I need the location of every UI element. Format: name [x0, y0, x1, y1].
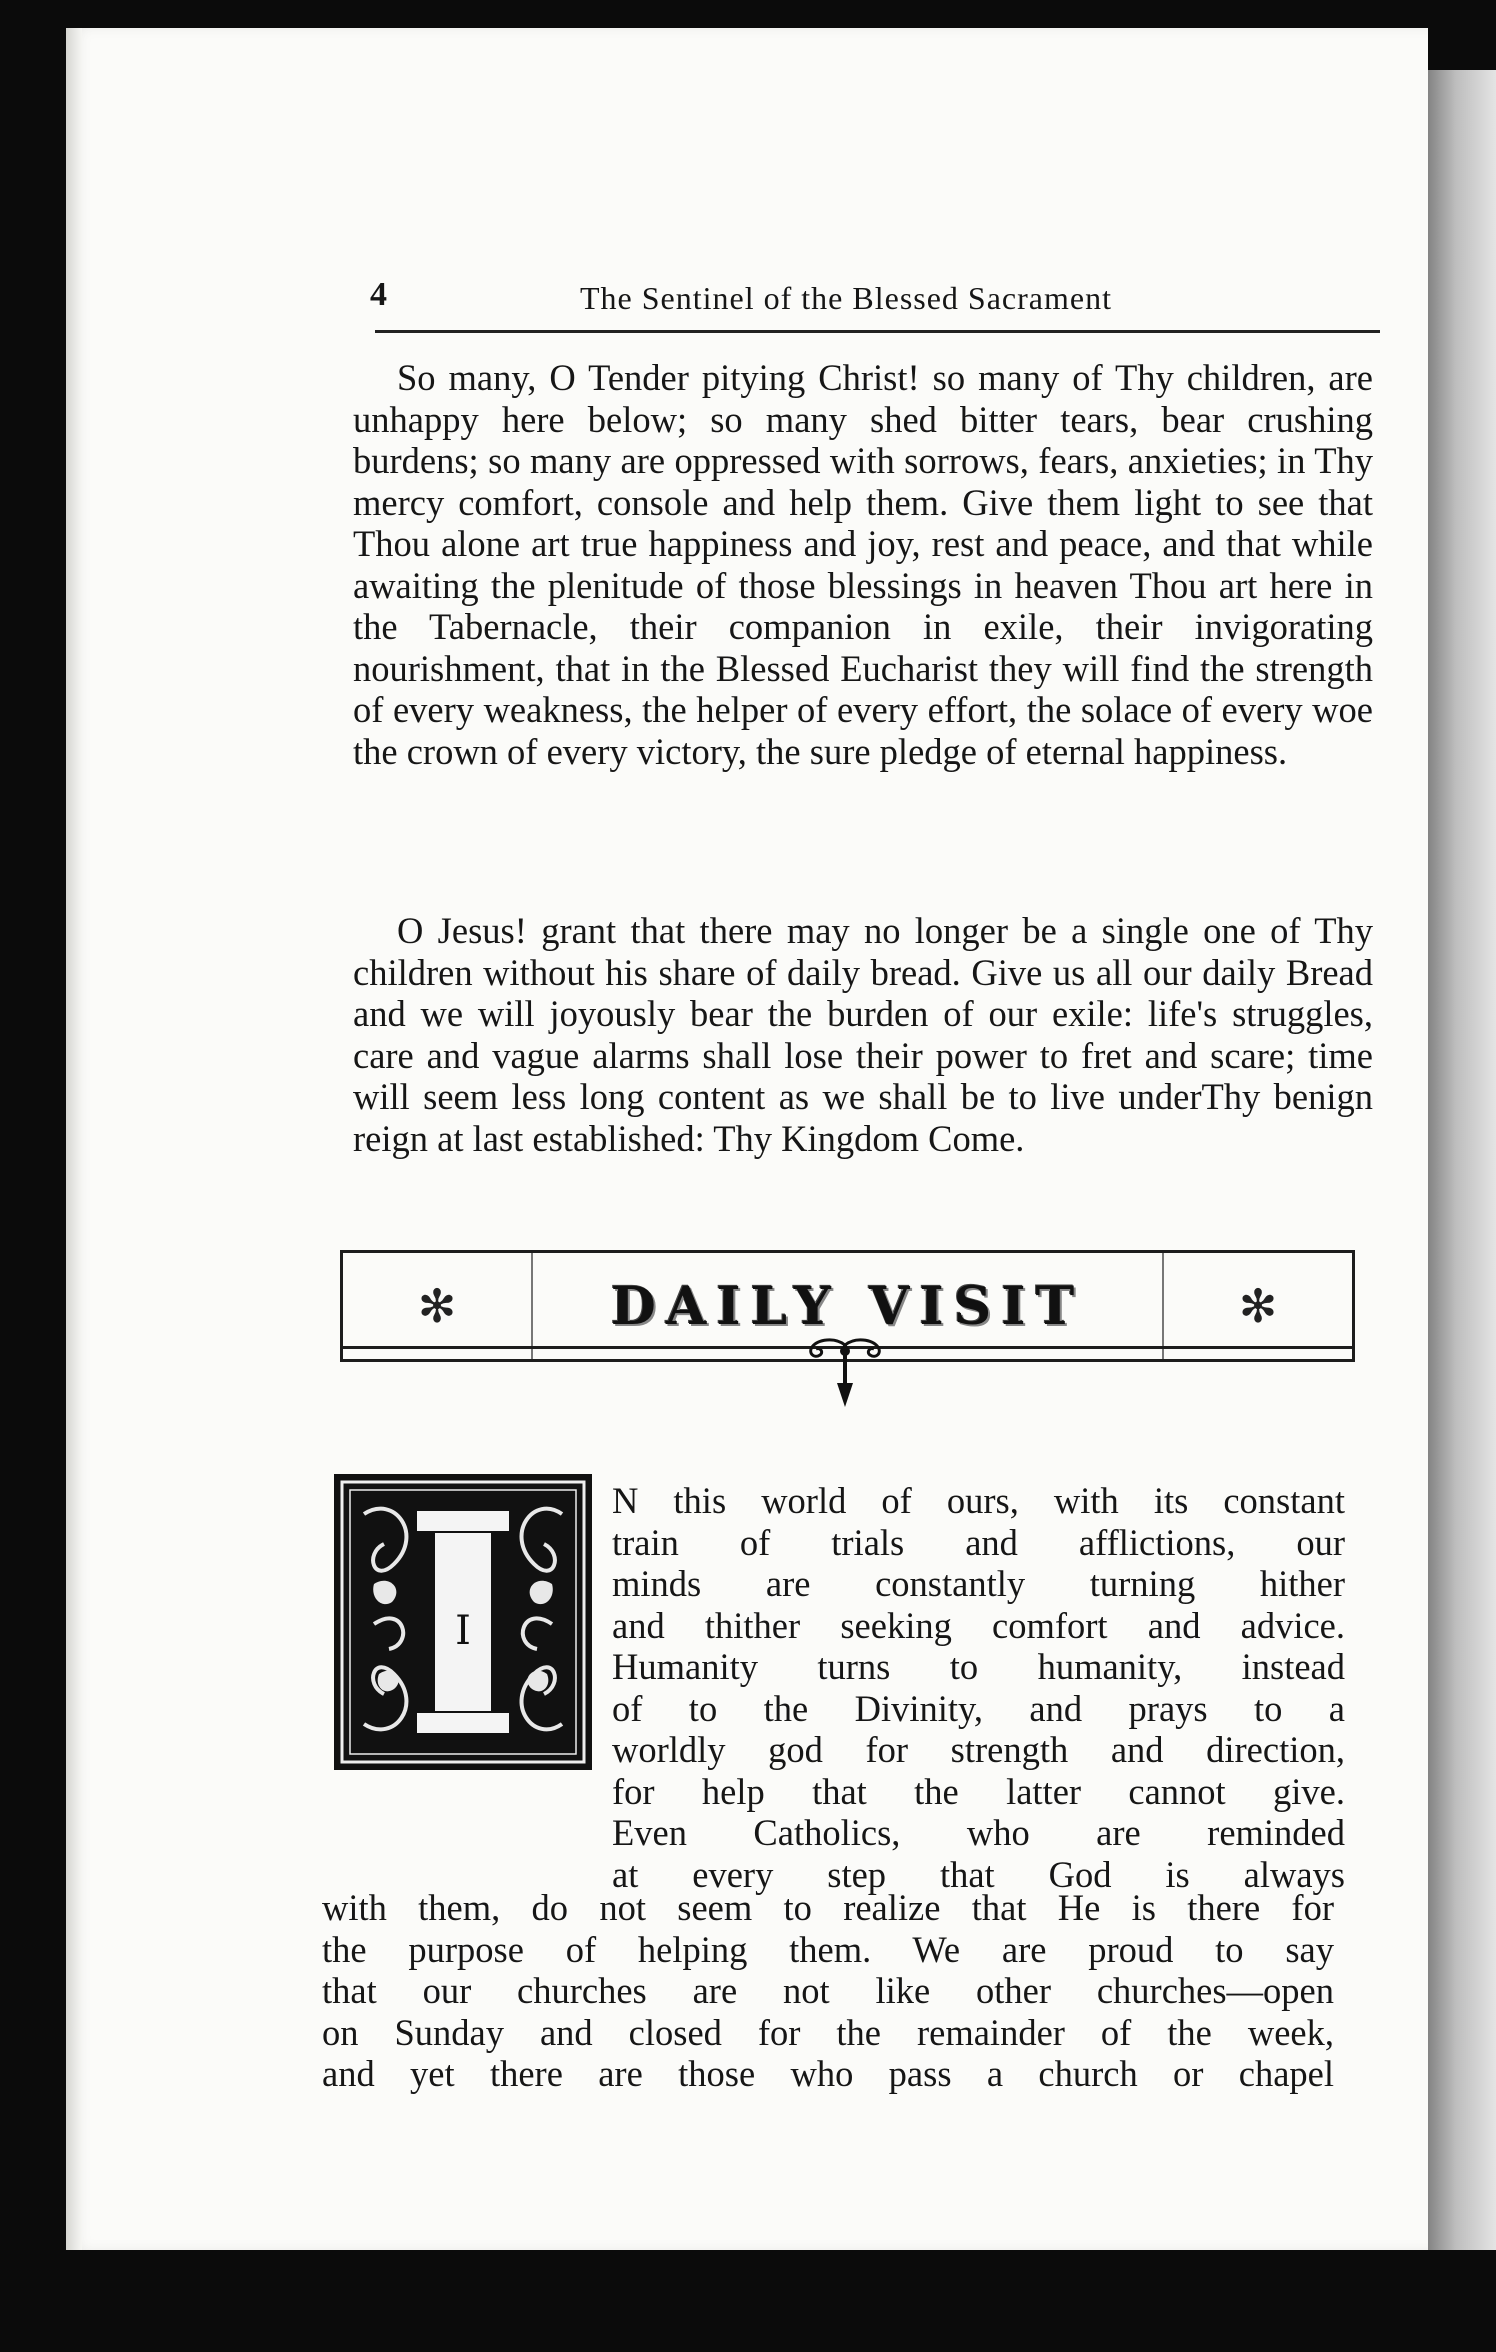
section-text-wrapped [612, 1480, 1345, 1895]
text-line: N this world of ours, with its constant [612, 1480, 1345, 1521]
text-line: Even Catholics, who are reminded [612, 1812, 1345, 1853]
text-line: for help that the latter cannot give. [612, 1770, 1345, 1812]
asterisk-flower-icon: ✻ [343, 1253, 533, 1359]
text-line: on Sunday and closed for the remainder of the week, [322, 2011, 1334, 2053]
text-line: train of trials and afflictions, our [612, 1521, 1345, 1563]
paragraph-1 [353, 357, 1373, 772]
page-header [370, 268, 1380, 334]
text-line: the purpose of helping them. We are proud to say [322, 1928, 1334, 1970]
text-line: and thither seeking comfort and advice. [612, 1604, 1345, 1646]
text-line: of to the Divinity, and prays to a [612, 1687, 1345, 1729]
section-title: DAILY VISIT [610, 1275, 1085, 1337]
text-line: minds are constantly turning hither [612, 1563, 1345, 1604]
decorated-initial-icon [334, 1474, 592, 1770]
text-line: worldly god for strength and direction, [612, 1729, 1345, 1770]
section-text-full [322, 1887, 1334, 2095]
text-line: with them, do not seem to realize that He is there for [322, 1887, 1334, 1928]
header-rule [375, 330, 1380, 333]
text-line: Humanity turns to humanity, instead [612, 1646, 1345, 1687]
page-binding-edge [66, 28, 82, 2250]
paragraph-1-text: So many, O Tender pitying Christ! so many of Thy children, are unhappy here below; so many shed bitter tears, bear crushing burdens; so many are oppressed with sorrows, fears, anxieties; in Thy mercy comfort, console and help them. Give them light to see that Thou alone art true happiness and joy, rest and peace, and that while awaiting the plenitude of those blessings in heaven Thou art here in the Tabernacle, their companion in exile, their invigorating nourishment, that in the Blessed Eucharist they will find the strength of every weakness, the helper of every effort, the solace of every woe the crown of every victory, the sure pledge of eternal happiness. [353, 357, 1373, 772]
paragraph-2 [353, 910, 1373, 1159]
page-number: 4 [370, 276, 387, 313]
text-line: that our churches are not like other churches—open [322, 1970, 1334, 2011]
drop-cap-letter: I [455, 1608, 471, 1654]
fleuron-ornament-icon [790, 1335, 900, 1415]
paragraph-2-text: O Jesus! grant that there may no longer be a single one of Thy children without his share of daily bread. Give us all our daily Bread and we will joyously bear the burden of our exile: life's struggles, care and vague alarms shall lose their power to fret and scare; time will seem less long content as we shall be to live underThy benign reign at last established: Thy Kingdom Come. [353, 910, 1373, 1159]
text-line: and yet there are those who pass a church or chapel [322, 2053, 1334, 2094]
running-title: The Sentinel of the Blessed Sacrament [580, 280, 1112, 316]
asterisk-flower-icon: ✻ [1162, 1253, 1352, 1359]
text-line: at every step that God is always [612, 1853, 1345, 1895]
